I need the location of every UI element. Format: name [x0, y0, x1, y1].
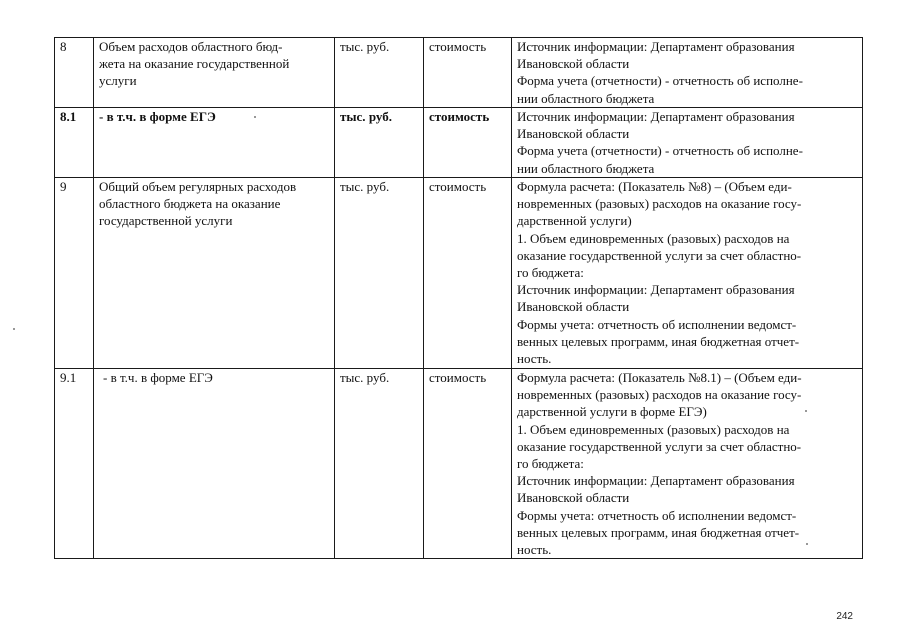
- row-number: 9.1: [55, 369, 94, 559]
- row-number: 9: [55, 178, 94, 369]
- unit-of-measure: тыс. руб.: [335, 108, 424, 178]
- scan-speck: [805, 410, 807, 412]
- indicator-name: - в т.ч. в форме ЕГЭ: [94, 369, 335, 559]
- unit-of-measure: тыс. руб.: [335, 369, 424, 559]
- indicator-name: Общий объем регулярных расходов областного бюджета на оказание государственной услуги: [94, 178, 335, 369]
- indicator-description: Источник информации: Департамент образования Ивановской области Форма учета (отчетности) - отчетность об исполне- нии областного бюджета: [512, 108, 863, 178]
- indicator-name: - в т.ч. в форме ЕГЭ: [94, 108, 335, 178]
- scan-speck: [806, 543, 808, 545]
- table-row: [55, 38, 863, 108]
- unit-of-measure: тыс. руб.: [335, 38, 424, 108]
- indicator-description: Формула расчета: (Показатель №8) – (Объем еди- новременных (разовых) расходов на оказание госу- дарственной услуги) 1. Объем единовременных (разовых) расходов на оказание государственной услуги за счет областно- го бюджета: Источник информации: Департамент образования Ивановской области Формы учета: отчетность об исполнении ведомст- венных целевых программ, иная бюджетная отчет- ность.: [512, 178, 863, 369]
- indicator-description: Источник информации: Департамент образования Ивановской области Форма учета (отчетности) - отчетность об исполне- нии областного бюджета: [512, 38, 863, 108]
- row-number: 8: [55, 38, 94, 108]
- indicator-name: Объем расходов областного бюд- жета на оказание государственной услуги: [94, 38, 335, 108]
- indicator-type: стоимость: [424, 369, 512, 559]
- indicator-type: стоимость: [424, 108, 512, 178]
- indicator-type: стоимость: [424, 178, 512, 369]
- table-row: [55, 369, 863, 559]
- indicator-table: [54, 37, 863, 559]
- table-row: [55, 108, 863, 178]
- unit-of-measure: тыс. руб.: [335, 178, 424, 369]
- scan-speck: [13, 328, 15, 330]
- row-number: 8.1: [55, 108, 94, 178]
- indicator-type: стоимость: [424, 38, 512, 108]
- table-row: [55, 178, 863, 369]
- indicator-description: Формула расчета: (Показатель №8.1) – (Объем еди- новременных (разовых) расходов на оказание госу- дарственной услуги в форме ЕГЭ) 1. Объем единовременных (разовых) расходов на оказание государственной услуги за счет областно- го бюджета: Источник информации: Департамент образования Ивановской области Формы учета: отчетность об исполнении ведомст- венных целевых программ, иная бюджетная отчет- ность.: [512, 369, 863, 559]
- scan-speck: [254, 116, 256, 118]
- page-number: 242: [836, 611, 853, 622]
